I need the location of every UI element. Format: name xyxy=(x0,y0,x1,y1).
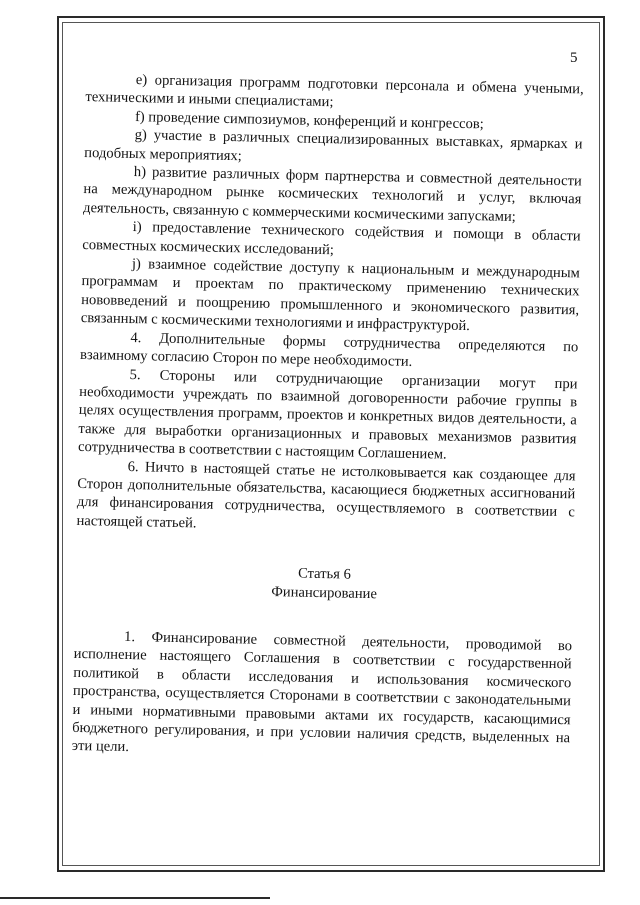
clause-5: 5. Стороны или сотрудничающие организации могут при необходимости учреждать по взаимной договоренности рабочие группы в целях осуществления программ, проектов и конкретных видов деятельности, а также для выработки организационных и правовых механизмов развития сотрудничества в соответствии с настоящим Соглашением. xyxy=(77,366,578,463)
list-item-f: f) проведение симпозиумов, конференций и конгрессов; xyxy=(134,108,484,133)
article-title: Статья 6 xyxy=(297,565,352,583)
list-item-i: i) предоставление технического содействия и помощи в области совместных космических исследований; xyxy=(82,219,581,258)
article-subtitle: Финансирование xyxy=(271,583,378,602)
clause-6: 6. Ничто в настоящей статье не истолковывается как создающее для Сторон дополнительные обязательства, касающиеся бюджетных ассигнований для финансирования сотрудничества, осуществляемого в соответствии с настоящей статьей. xyxy=(76,458,576,532)
document-body xyxy=(72,70,584,766)
clause-4: 4. Дополнительные формы сотрудничества определяются по взаимному согласию Сторон по мере необходимости. xyxy=(79,329,579,370)
list-item-e: e) организация программ подготовки персонала и обмена учеными, техническими и иными специалистами; xyxy=(85,72,584,111)
list-item-h: h) развитие различных форм партнерства и совместной деятельности на международном рынке космических технологий и услуг, включая деятельность, связанную с коммерческими космическими запусками; xyxy=(82,164,582,225)
page-number: 5 xyxy=(570,50,578,66)
list-item-j: j) взаимное содействие доступу к национальным и международным программам и проектам по практическому применению технических нововведений и поощрению промышленного и экономического развития, связанным с космическими технологиями и инфраструктурой. xyxy=(80,256,581,335)
scan-edge-line xyxy=(0,897,270,899)
list-item-g: g) участие в различных специализированных выставках, ярмарках и подобных мероприятиях; xyxy=(84,127,583,164)
article-6-clause-1: 1. Финансирование совместной деятельности, проводимой во исполнение настоящего Соглашения в соответствии с государственной политикой в области исследования и использования космического пространства, осуществляется Сторонами в соответствии с законодательными и иными нормативными правовыми актами их государств, касающимися бюджетного регулирования, и при условии наличия средств, выделенных на эти цели. xyxy=(71,628,573,756)
